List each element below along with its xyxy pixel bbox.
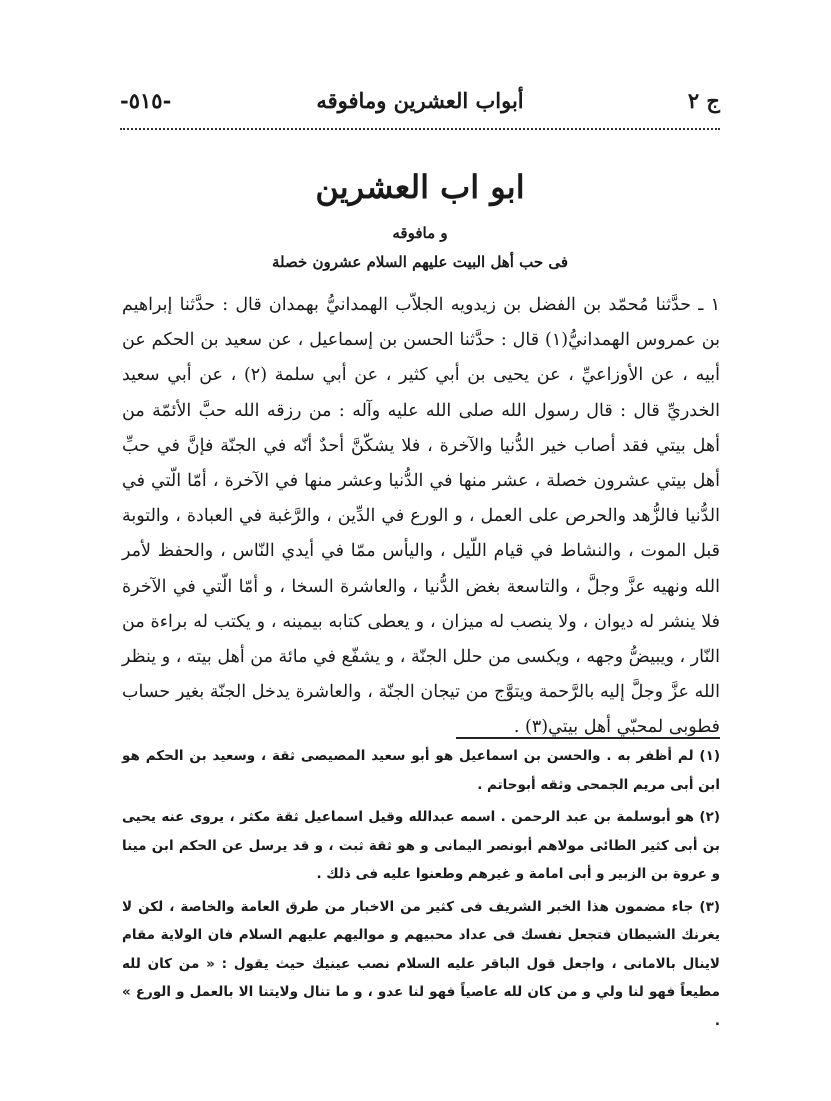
section-heading: فى حب أهل البيت عليهم السلام عشرون خصلة [271,253,569,271]
footnote-1: (١) لم أظفر به . والحسن بن اسماعيل هو أبو سعيد المصيصى ثقة ، وسعيد بن الحكم هو ابن أبى مريم الجمحى وثقه أبوحاتم . [122,748,720,793]
running-title: أبواب العشرين ومافوقه [316,88,524,113]
volume-label: ج ٢ [687,88,720,113]
footnote-2: (٢) هو أبوسلمة بن عبد الرحمن . اسمه عبدالله وقيل اسماعيل ثقة مكثر ، يروى عنه يحيى بن أبى كثير الطائى مولاهم أبونصر اليمانى و هو ثقة ثبت ، و قد يرسل عن الحكم ابن مينا و عروة بن الزبير و أبى امامة و غيرهم وطعنوا عليه فى ذلك . [122,809,720,882]
chapter-title: ابو اب العشرين [315,168,525,206]
chapter-subtitle: و مافوقه [392,224,448,242]
hadith-paragraph: ١ ـ حدَّثنا مُحمّد بن الفضل بن زيدويه الجلاّب الهمدانيُّ بهمدان قال : حدَّثنا إبراهيم بن عمروس الهمدانيُّ(١) قال : حدَّثنا الحسن بن إسماعيل ، عن سعيد بن الحكم عن أبيه ، عن الأوزاعيِّ ، عن يحيى بن أبي كثير ، عن أبي سلمة (٢) ، عن أبي سعيد الخدريِّ قال : قال رسول الله صلى الله عليه وآله : من رزقه الله حبَّ الأئمّة من أهل بيتي فقد أصاب خير الدُّنيا والآخرة ، فلا يشكّنَّ أحدٌ أنّه في الجنّة فإنَّ في حبِّ أهل بيتي عشرون خصلة ، عشر منها في الدُّنيا وعشر منها في الآخرة ، أمّا الّتي في الدُّنيا فالزُّهد والحرص على العمل ، و الورع في الدِّين ، والرَّغبة في العبادة ، والتوبة قبل الموت ، والنشاط في قيام اللّيل ، واليأس ممّا في أيدي النّاس ، والحفظ لأمر الله ونهيه عزَّ وجلَّ ، والتاسعة بغض الدُّنيا ، والعاشرة السخا ، و أمّا الّتي في الآخرة فلا ينشر له ديوان ، ولا ينصب له ميزان ، و يعطى كتابه بيمينه ، و يكتب له براءة من النّار ، ويبيضُّ وجهه ، ويكسى من حلل الجنّة ، و يشفّع في مائة من أهل بيته ، و ينظر الله عزَّ وجلَّ إليه بالرَّحمة ويتوَّج من تيجان الجنّة ، والعاشرة يدخل الجنّة بغير حساب فطوبى لمحبّي أهل بيتي(٣) . [122,295,720,738]
header-dotted-rule [120,128,720,130]
footnote-3: (٣) جاء مضمون هذا الخبر الشريف فى كثير من الاخبار من طرق العامة والخاصة ، لكن لا يغرنك الشيطان فتجعل نفسك فى عداد محبيهم و مواليهم عليهم السلام فان الولاية مقام لاينال بالامانى ، واجعل قول الباقر عليه السلام نصب عينيك حيث يقول : « من كان لله مطيعاً فهو لنا ولي و من كان لله عاصياً فهو لنا عدو ، و ما تنال ولايتنا الا بالعمل و الورع » . [122,898,720,1029]
page-number: -٥١٥- [120,88,172,113]
footnotes [122,742,720,1039]
running-header [120,88,720,124]
footnote-divider [456,737,720,739]
